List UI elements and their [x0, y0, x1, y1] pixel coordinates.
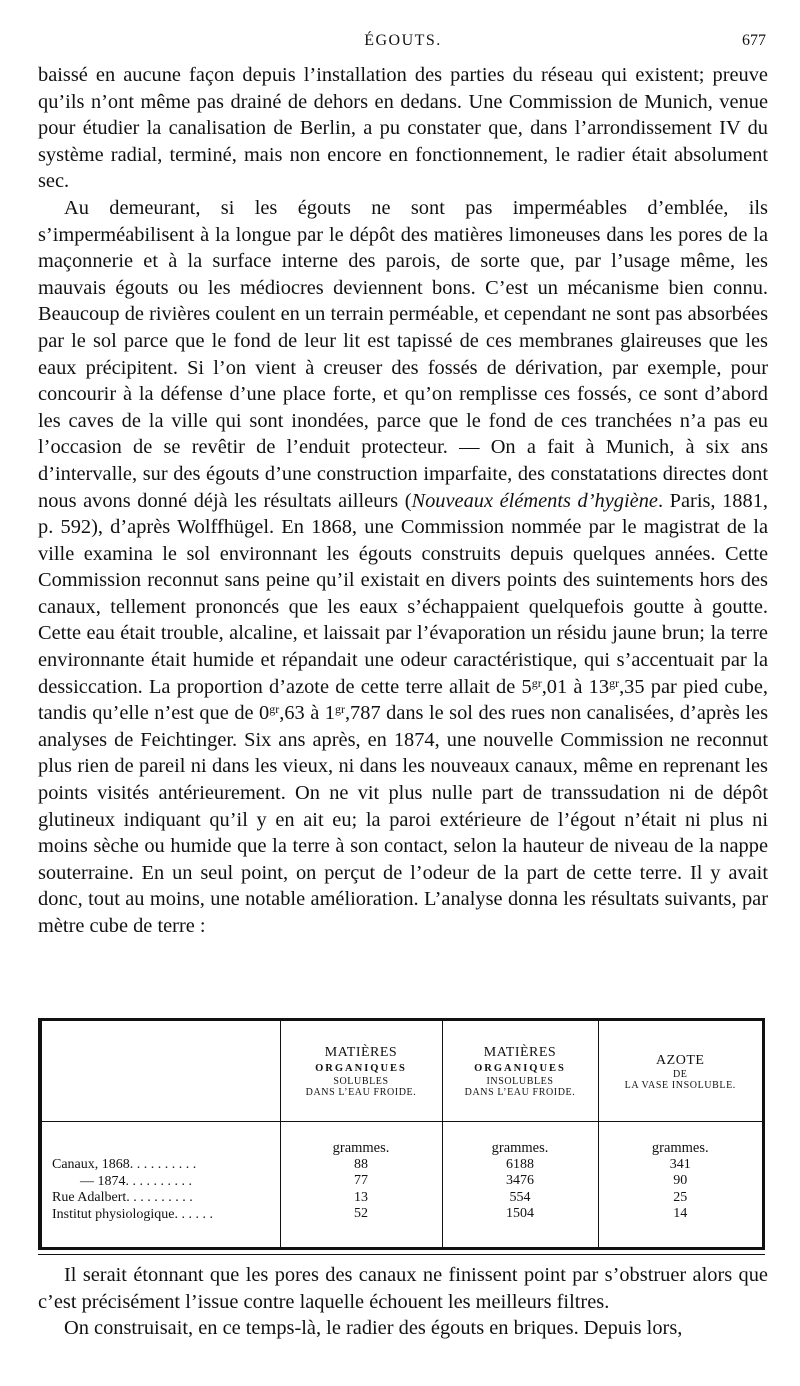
- page: [38, 0, 768, 1386]
- header-line: ORGANIQUES: [315, 1063, 407, 1074]
- table-cell: 3476: [506, 1173, 534, 1188]
- closing-text: [38, 1262, 768, 1342]
- azote-values: [598, 1122, 762, 1248]
- unit-label: grammes.: [491, 1140, 549, 1156]
- unit-superscript: gr: [269, 702, 280, 717]
- table-cell: 25: [673, 1189, 688, 1205]
- main-text: [38, 62, 768, 940]
- header-line: SOLUBLES: [333, 1076, 389, 1087]
- paragraph-2-part-c: ,01 à 13: [541, 675, 610, 698]
- table-cell: 6188: [506, 1156, 534, 1172]
- unit-superscript: gr: [609, 675, 620, 690]
- header-line: DE: [672, 1068, 688, 1080]
- header-line: MATIÈRES: [483, 1045, 557, 1060]
- table-cell: 90: [673, 1173, 688, 1188]
- table-cell: 13: [354, 1189, 368, 1205]
- header-line: DANS L’EAU FROIDE.: [305, 1087, 417, 1098]
- paragraph-2-part-e: ,63 à 1: [279, 702, 335, 725]
- header-line: AZOTE: [656, 1052, 705, 1068]
- unit-label: grammes.: [651, 1140, 709, 1156]
- unit-superscript: gr: [531, 675, 542, 690]
- running-header: [38, 32, 768, 54]
- paragraph-1: baissé en aucune façon depuis l’installation des parties du réseau qui existent; preuve qu’ils n’ont même pas drainé de dehors en dedans. Une Commission de Munich, venue pour étudier la canalisation de Berlin, a pu constater que, dans l’arrondissement IV du système radial, terminé, mais non encore en fonctionnement, le radier était absolument sec.: [38, 64, 768, 193]
- row-labels: [42, 1122, 280, 1248]
- running-title: ÉGOUTS.: [364, 32, 442, 49]
- header-blank: [42, 1021, 280, 1122]
- page-number: 677: [742, 32, 766, 49]
- table-header-row: [42, 1021, 762, 1122]
- paragraph-2-part-d: ,35 par pied cube, tandis qu’elle n’est que de 0: [38, 675, 768, 725]
- row-label: Rue Adalbert. . . . . . . . . .: [52, 1190, 193, 1205]
- header-line: ORGANIQUES: [474, 1063, 566, 1074]
- analysis-table: [38, 1018, 765, 1250]
- row-label: — 1874. . . . . . . . . .: [80, 1173, 192, 1189]
- table-body-row: [42, 1122, 762, 1248]
- paragraph-2-part-f: ,787 dans le sol des rues non canalisées, d’après les analyses de Feichtinger. Six ans après, en 1874, une nouvelle Commission ne reconnut plus rien de pareil ni dans les vieux, ni dans les nouveaux canaux, même en reprenant les points visités antérieurement. On ne vit plus nulle part de transsudation ni de dépôt glutineux indiquant qu’il y en ait eu; la paroi extérieure de l’égout n’était ni plus ni moins sèche ou humide que la terre à son contact, selon la hauteur de niveau de la nappe souterraine. En un seul point, on perçut de l’odeur de la part de cette terre. Il y avait donc, tout au moins, une notable amélioration. L’analyse donna les résultats suivants, par mètre cube de terre :: [38, 702, 768, 937]
- header-line: LA VASE INSOLUBLE.: [624, 1079, 736, 1091]
- row-label: Canaux, 1868. . . . . . . . . .: [52, 1157, 197, 1172]
- book-reference: Nouveaux éléments d’hygiène: [411, 489, 658, 512]
- header-line: INSOLUBLES: [486, 1076, 554, 1087]
- table-cell: 1504: [506, 1206, 534, 1221]
- header-line: MATIÈRES: [324, 1045, 398, 1060]
- table-cell: 52: [354, 1206, 368, 1221]
- header-line: DANS L’EAU FROIDE.: [464, 1087, 576, 1098]
- soluble-values: [280, 1122, 442, 1248]
- paragraph-2-part-b: . Paris, 1881, p. 592), d’après Wolffhügel. En 1868, une Commission nommée par le magistrat de la ville examina le sol environnant les égouts construits depuis quelques années. Cette Commission reconnut sans peine qu’il existait en divers points des suintements hors des canaux, tellement prononcés que les eaux s’échappaient quelquefois goutte à goutte. Cette eau était trouble, alcaline, et laissait par l’évaporation un résidu jaune brun; la terre environnante était humide et répandait une odeur caractéristique, qui s’accentuait par la dessiccation. La proportion d’azote de cette terre allait de 5: [38, 489, 768, 698]
- table-cell: 341: [669, 1156, 691, 1172]
- table-cell: 554: [509, 1189, 531, 1205]
- header-azote: [598, 1021, 762, 1122]
- header-insoluble: [442, 1021, 598, 1122]
- table-cell: 77: [354, 1173, 368, 1188]
- paragraph-4: On construisait, en ce temps-là, le radier des égouts en briques. Depuis lors,: [64, 1317, 683, 1340]
- unit-superscript: gr: [334, 702, 345, 717]
- table-cell: 88: [354, 1156, 368, 1172]
- unit-label: grammes.: [332, 1140, 390, 1156]
- paragraph-2-part-a: Au demeurant, si les égouts ne sont pas imperméables d’emblée, ils s’imperméabilisent à la longue par le dépôt des matières limoneuses dans les pores de la maçonnerie et à la surface interne des parois, de sorte que, par l’usage même, les mauvais égouts ou les médiocres deviennent bons. C’est un mécanisme bien connu. Beaucoup de rivières coulent en un terrain perméable, et cependant ne sont pas absorbées par le sol parce que le fond de leur lit est tapissé de ces membranes glaireuses que les eaux précipitent. Si l’on vient à creuser des fossés de dérivation, par exemple, pour concourir à la défense d’une place forte, et qu’on remplisse ces fossés, ce sont d’abord les caves de la ville qui sont inondées, parce que le fond de ces tranchées n’a pas eu l’occasion de se revêtir de l’enduit protecteur. — On a fait à Munich, à six ans d’intervalle, sur des égouts d’une construction imparfaite, des constatations directes dont nous avons donné déjà les résultats ailleurs (: [38, 196, 768, 512]
- insoluble-values: [442, 1122, 598, 1248]
- paragraph-3: Il serait étonnant que les pores des canaux ne finissent point par s’obstruer alors que c’est précisément l’issue contre laquelle échouent les meilleurs filtres.: [38, 1264, 768, 1313]
- paragraph-2: [38, 195, 768, 940]
- row-label: Institut physiologique. . . . . .: [52, 1206, 213, 1222]
- table-cell: 14: [673, 1206, 688, 1221]
- header-soluble: [280, 1021, 442, 1122]
